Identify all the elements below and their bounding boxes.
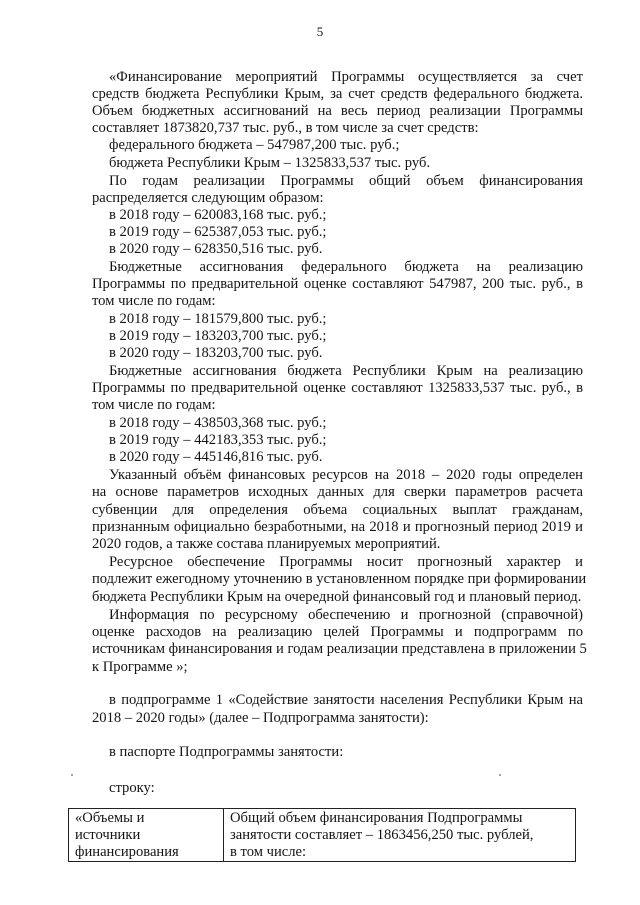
table-cell-line: «Объемы и xyxy=(75,810,145,826)
text-line: «Финансирование мероприятий Программы осуществляется за счет xyxy=(109,69,583,85)
text-line: Указанный объём финансовых ресурсов на 2018 – 2020 годы определен xyxy=(109,467,583,483)
text-line: в паспорте Подпрограммы занятости: xyxy=(109,744,344,760)
text-line: бюджета Республики Крым – 1325833,537 тыс. руб. xyxy=(109,155,431,171)
text-line: оценке расходов на реализацию целей Программы и подпрограмм по xyxy=(92,624,583,640)
text-line: в 2019 году – 442183,353 тыс. руб.; xyxy=(109,432,327,448)
table-cell-label xyxy=(69,809,224,862)
text-line: в 2020 году – 445146,816 тыс. руб. xyxy=(109,449,323,465)
table-cell-line: Общий объем финансирования Подпрограммы xyxy=(230,810,523,826)
table-cell-value xyxy=(224,809,576,862)
text-line: в 2019 году – 625387,053 тыс. руб.; xyxy=(109,224,327,240)
text-line: 2018 – 2020 годы» (далее – Подпрограмма занятости): xyxy=(92,710,429,726)
text-line: Программы по предварительной оценке составляют 547987, 200 тыс. руб., в xyxy=(92,276,583,292)
text-line: составляет 1873820,737 тыс. руб., в том числе за счет средств: xyxy=(92,120,479,136)
text-line: Бюджетные ассигнования федерального бюджета на реализацию xyxy=(109,259,583,275)
text-line: в 2018 году – 438503,368 тыс. руб.; xyxy=(109,415,327,431)
text-line: По годам реализации Программы общий объем финансирования xyxy=(109,173,583,189)
text-line: в 2020 году – 183203,700 тыс. руб. xyxy=(109,345,323,361)
text-line: в 2020 году – 628350,516 тыс. руб. xyxy=(109,241,323,257)
text-line: том числе по годам: xyxy=(92,293,216,309)
text-line: в 2018 году – 620083,168 тыс. руб.; xyxy=(109,207,327,223)
table-cell-line: в том числе: xyxy=(230,844,307,860)
text-line: распределяется следующим образом: xyxy=(92,190,324,206)
text-line: в подпрограмме 1 «Содействие занятости населения Республики Крым на xyxy=(109,692,583,708)
text-line: федерального бюджета – 547987,200 тыс. руб.; xyxy=(109,137,400,153)
text-line: источникам финансирования и годам реализации представлена в приложении 5 xyxy=(92,641,587,657)
text-line: в 2018 году – 181579,800 тыс. руб.; xyxy=(109,311,327,327)
text-line: средств бюджета Республики Крым, за счет средств федерального бюджета. xyxy=(92,86,583,102)
table-row xyxy=(69,809,576,862)
text-line: к Программе »; xyxy=(92,659,188,675)
text-line: Программы по предварительной оценке составляют 1325833,537 тыс. руб., в xyxy=(92,380,583,396)
text-line: Объем бюджетных ассигнований на весь период реализации Программы xyxy=(92,103,583,119)
text-line: на основе параметров исходных данных для сверки параметров расчета xyxy=(92,484,583,500)
text-line: признанным официально безработными, на 2018 и прогнозный период 2019 и xyxy=(92,519,583,535)
table-cell-line: источники xyxy=(75,827,141,843)
text-line: бюджета Республики Крым на очередной финансовый год и плановый период. xyxy=(92,589,582,605)
page-number: 5 xyxy=(316,24,324,39)
text-line: субвенции для определения объема социальных выплат гражданам, xyxy=(92,502,583,518)
text-line: Бюджетные ассигнования бюджета Республики Крым на реализацию xyxy=(109,363,583,379)
scan-speck xyxy=(499,774,501,776)
text-line: Ресурсное обеспечение Программы носит прогнозный характер и xyxy=(109,554,583,570)
table-cell-line: занятости составляет – 1863456,250 тыс. рублей, xyxy=(230,827,534,843)
text-line: 2020 годов, а также состава планируемых мероприятий. xyxy=(92,536,441,552)
text-line: подлежит ежегодному уточнению в установленном порядке при формировании xyxy=(92,571,587,587)
table-cell-line: финансирования xyxy=(75,844,179,860)
text-line: том числе по годам: xyxy=(92,397,216,413)
text-line: в 2019 году – 183203,700 тыс. руб.; xyxy=(109,328,327,344)
text-line: Информация по ресурсному обеспечению и прогнозной (справочной) xyxy=(109,607,583,623)
financing-table xyxy=(68,808,576,862)
text-line: строку: xyxy=(109,780,155,796)
scan-speck xyxy=(71,774,73,776)
